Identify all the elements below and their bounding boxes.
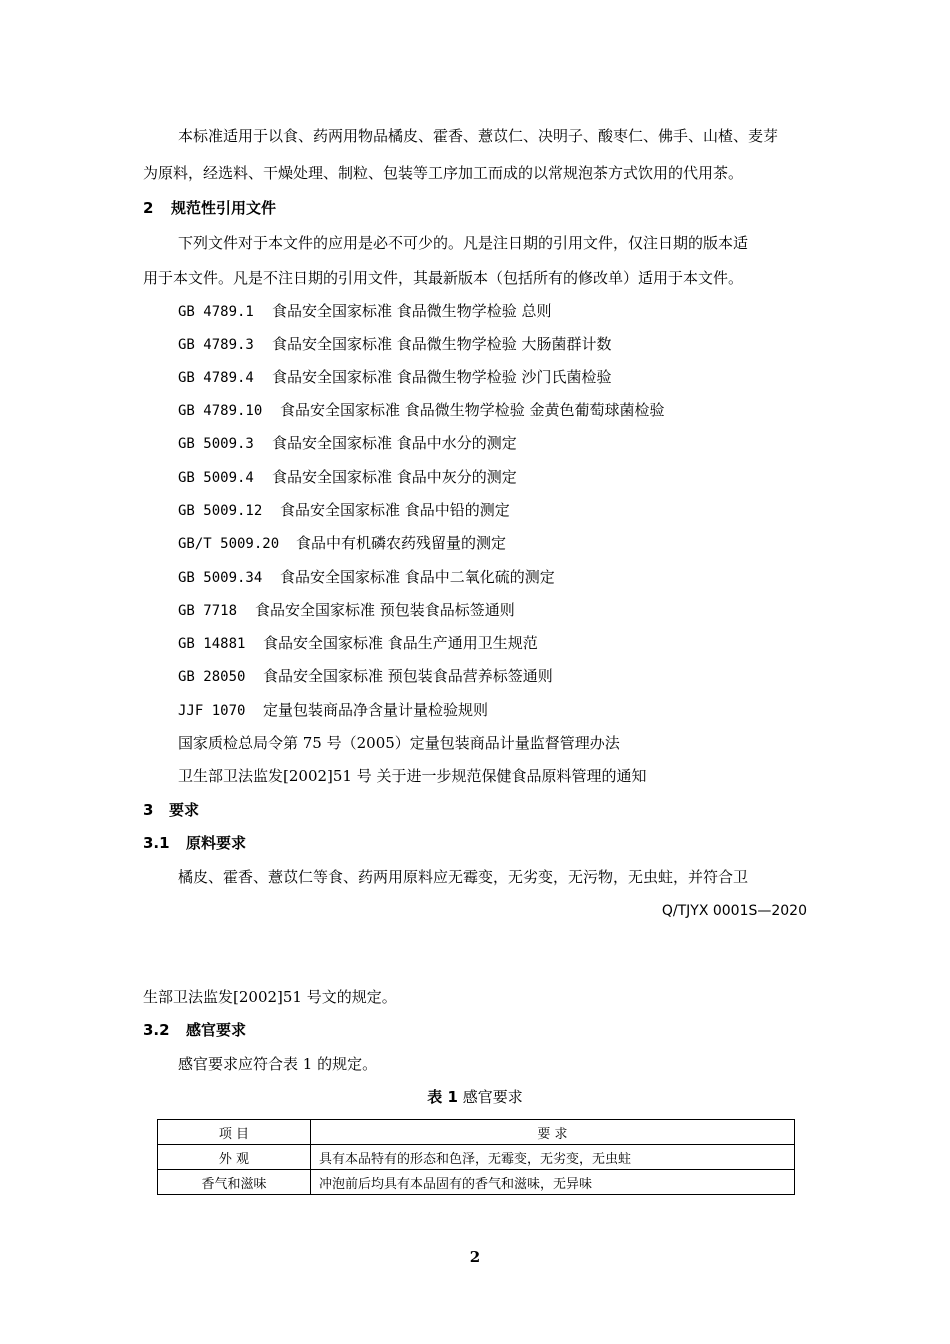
table-caption bbox=[0, 1087, 950, 1107]
table-cell-item: 香气和滋味 bbox=[158, 1170, 311, 1195]
table-caption-title: 感官要求 bbox=[462, 1088, 523, 1106]
reference-code: JJF 1070 bbox=[178, 703, 246, 719]
page-number: 2 bbox=[469, 1248, 481, 1266]
reference-title: 食品安全国家标准 食品中水分的测定 bbox=[272, 434, 517, 452]
reference-item bbox=[178, 666, 553, 687]
reference-code: GB 5009.4 bbox=[178, 470, 254, 486]
section-3-title: 要求 bbox=[169, 801, 200, 819]
reference-code: GB 28050 bbox=[178, 669, 246, 685]
reference-item bbox=[178, 400, 665, 421]
section-3-1-number: 3.1 bbox=[143, 834, 170, 852]
reference-title: 食品安全国家标准 食品生产通用卫生规范 bbox=[263, 634, 538, 652]
section-3-1-line-2: 生部卫法监发[2002]51 号文的规定。 bbox=[143, 988, 397, 1006]
reference-code: GB/T 5009.20 bbox=[178, 536, 280, 552]
table-header-item: 项 目 bbox=[158, 1120, 311, 1145]
table-header-requirement: 要 求 bbox=[311, 1120, 795, 1145]
reference-code: GB 4789.3 bbox=[178, 337, 254, 353]
reference-item bbox=[178, 500, 510, 521]
reference-extra-1: 国家质检总局令第 75 号（2005）定量包装商品计量监督管理办法 bbox=[178, 734, 620, 752]
section-2-heading bbox=[143, 198, 276, 218]
section-3-2-title: 感官要求 bbox=[186, 1021, 247, 1039]
reference-title: 食品安全国家标准 食品微生物学检验 总则 bbox=[272, 302, 552, 320]
table-cell-requirement: 具有本品特有的形态和色泽，无霉变，无劣变，无虫蛀 bbox=[311, 1145, 795, 1170]
section-3-2-heading bbox=[143, 1020, 246, 1040]
scope-line-1: 本标准适用于以食、药两用物品橘皮、霍香、薏苡仁、决明子、酸枣仁、佛手、山楂、麦芽 bbox=[178, 127, 779, 145]
reference-item bbox=[178, 467, 517, 488]
reference-code: GB 14881 bbox=[178, 636, 246, 652]
section-3-1-title: 原料要求 bbox=[186, 834, 247, 852]
reference-item bbox=[178, 533, 506, 554]
reference-title: 食品安全国家标准 食品微生物学检验 大肠菌群计数 bbox=[272, 335, 612, 353]
reference-title: 定量包装商品净含量计量检验规则 bbox=[263, 701, 489, 719]
section-3-1-line-1: 橘皮、霍香、薏苡仁等食、药两用原料应无霉变，无劣变，无污物，无虫蛀，并符合卫 bbox=[178, 868, 749, 886]
reference-title: 食品中有机磷农药残留量的测定 bbox=[296, 534, 507, 552]
scope-line-2: 为原料，经选料、干燥处理、制粒、包装等工序加工而成的以常规泡茶方式饮用的代用茶。 bbox=[143, 164, 744, 182]
section-2-number: 2 bbox=[143, 199, 154, 217]
section-3-1-heading bbox=[143, 833, 246, 853]
table-row bbox=[158, 1170, 795, 1195]
reference-code: GB 4789.4 bbox=[178, 370, 254, 386]
reference-code: GB 5009.34 bbox=[178, 570, 263, 586]
document-code: Q/TJYX 0001S—2020 bbox=[661, 903, 807, 919]
section-3-2-number: 3.2 bbox=[143, 1021, 170, 1039]
section-3-number: 3 bbox=[143, 801, 154, 819]
reference-title: 食品安全国家标准 食品中灰分的测定 bbox=[272, 468, 517, 486]
reference-title: 食品安全国家标准 预包装食品标签通则 bbox=[255, 601, 515, 619]
table-row bbox=[158, 1145, 795, 1170]
reference-code: GB 4789.10 bbox=[178, 403, 263, 419]
section-2-para-line-2: 用于本文件。凡是不注日期的引用文件，其最新版本（包括所有的修改单）适用于本文件。 bbox=[143, 269, 744, 287]
reference-item bbox=[178, 334, 612, 355]
reference-item bbox=[178, 567, 555, 588]
reference-item bbox=[178, 301, 552, 322]
reference-item bbox=[178, 433, 517, 454]
reference-title: 食品安全国家标准 食品微生物学检验 沙门氏菌检验 bbox=[272, 368, 612, 386]
reference-item bbox=[178, 600, 515, 621]
reference-item bbox=[178, 633, 538, 654]
sensory-requirements-table bbox=[157, 1119, 795, 1195]
table-caption-label: 表 1 bbox=[427, 1088, 458, 1106]
reference-extra-2: 卫生部卫法监发[2002]51 号 关于进一步规范保健食品原料管理的通知 bbox=[178, 767, 647, 785]
section-3-2-para: 感官要求应符合表 1 的规定。 bbox=[178, 1055, 378, 1073]
reference-title: 食品安全国家标准 预包装食品营养标签通则 bbox=[263, 667, 553, 685]
section-3-heading bbox=[143, 800, 199, 820]
reference-code: GB 4789.1 bbox=[178, 304, 254, 320]
reference-title: 食品安全国家标准 食品中铅的测定 bbox=[280, 501, 510, 519]
reference-title: 食品安全国家标准 食品中二氧化硫的测定 bbox=[280, 568, 555, 586]
section-2-para-line-1: 下列文件对于本文件的应用是必不可少的。凡是注日期的引用文件，仅注日期的版本适 bbox=[178, 234, 749, 252]
reference-item bbox=[178, 367, 612, 388]
reference-code: GB 5009.12 bbox=[178, 503, 263, 519]
reference-code: GB 5009.3 bbox=[178, 436, 254, 452]
table-cell-item: 外 观 bbox=[158, 1145, 311, 1170]
reference-code: GB 7718 bbox=[178, 603, 238, 619]
table-cell-requirement: 冲泡前后均具有本品固有的香气和滋味，无异味 bbox=[311, 1170, 795, 1195]
table-header-row bbox=[158, 1120, 795, 1145]
reference-title: 食品安全国家标准 食品微生物学检验 金黄色葡萄球菌检验 bbox=[280, 401, 665, 419]
section-2-title: 规范性引用文件 bbox=[171, 199, 277, 217]
reference-item bbox=[178, 700, 488, 721]
